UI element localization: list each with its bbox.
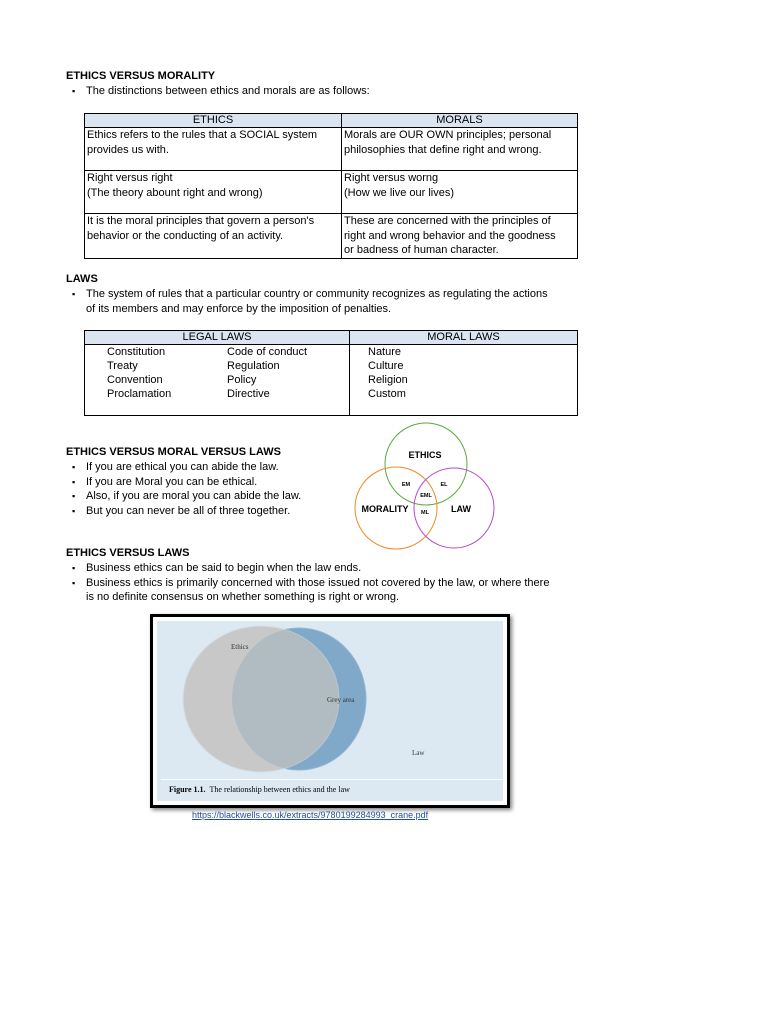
table-cell: Right versus worng (How we live our lives) [342,171,578,214]
bullet-item: ▪ The distinctions between ethics and morals are as follows: [66,84,370,99]
bullet-list-ethics-moral-laws [66,460,301,518]
figure-caption-number: Figure 1.1. [169,785,206,794]
bullet-item: ▪ Business ethics is primarily concerned with those issued not covered by the law, or where there is no definite consensus on whether something is right or wrong. [66,576,586,605]
bullet-item: ▪ Business ethics can be said to begin when the law ends. [66,561,586,576]
bullet-item: ▪ If you are Moral you can be ethical. [66,475,301,490]
table-header-ethics: ETHICS [85,114,342,128]
bullet-list-laws [66,287,586,316]
venn-label-em: EM [401,482,411,488]
legal-law-item: Convention [107,374,163,386]
bullet-item: ▪ Also, if you are moral you can abide the law. [66,489,301,504]
figure-label-law: Law [412,749,425,757]
moral-law-item: Culture [368,360,404,372]
table-header-moral-laws: MORAL LAWS [350,331,578,345]
source-link[interactable]: https://blackwells.co.uk/extracts/9780199284993_crane.pdf [192,810,429,820]
bullet-item: ▪ If you are ethical you can abide the law. [66,460,301,475]
bullet-list-ethics-vs-laws [66,561,586,605]
venn-label-morality: MORALITY [361,504,409,514]
bullet-item: ▪ But you can never be all of three together. [66,504,301,519]
table-cell: These are concerned with the principles of right and wrong behavior and the goodness or badness of human character. [342,214,578,259]
venn-label-ethics: ETHICS [408,450,442,460]
figure-label-ethics: Ethics [231,643,249,651]
table-cell: Ethics refers to the rules that a SOCIAL system provides us with. [85,128,342,171]
heading-ethics-moral-laws: ETHICS VERSUS MORAL VERSUS LAWS [66,446,281,458]
table-cell: Right versus right (The theory abount right and wrong) [85,171,342,214]
figure-caption [161,779,503,800]
figure-label-grey-area: Grey area [327,696,355,704]
legal-laws-cell [85,345,350,416]
venn-label-ml: ML [421,510,429,516]
figure-ethics-law [150,614,510,808]
table-cell: Morals are OUR OWN principles; personal philosophies that define right and wrong. [342,128,578,171]
legal-law-item: Constitution [107,346,166,358]
moral-law-item: Religion [368,374,408,386]
venn-label-law: LAW [451,504,471,514]
ethics-morals-table [84,113,578,259]
heading-laws: LAWS [66,273,98,285]
legal-law-item: Policy [227,374,257,386]
venn-label-el: EL [440,482,448,488]
moral-law-item: Nature [368,346,402,358]
legal-moral-laws-table [84,330,578,416]
bullet-item: ▪ The system of rules that a particular country or community recognizes as regulating the actions of its members and may enforce by the imposition of penalties. [66,287,586,316]
heading-ethics-vs-morality: ETHICS VERSUS MORALITY [66,70,216,82]
legal-law-item: Proclamation [107,388,172,400]
legal-law-item: Treaty [107,360,138,372]
table-header-legal-laws: LEGAL LAWS [85,331,350,345]
legal-law-item: Directive [227,388,270,400]
table-header-morals: MORALS [342,114,578,128]
moral-law-item: Custom [368,388,406,400]
bullet-list-distinctions [66,84,370,99]
legal-law-item: Code of conduct [227,346,308,358]
ethics-morality-law-venn-diagram [340,420,510,552]
figure-caption-text: The relationship between ethics and the law [209,785,350,794]
ethics-law-venn [157,621,503,779]
legal-law-item: Regulation [227,360,280,372]
table-cell: It is the moral principles that govern a person's behavior or the conducting of an activity. [85,214,342,259]
moral-laws-cell [350,345,578,416]
heading-ethics-vs-laws: ETHICS VERSUS LAWS [66,547,190,559]
figure-panel [157,621,503,801]
venn-label-eml: EML [420,493,432,499]
